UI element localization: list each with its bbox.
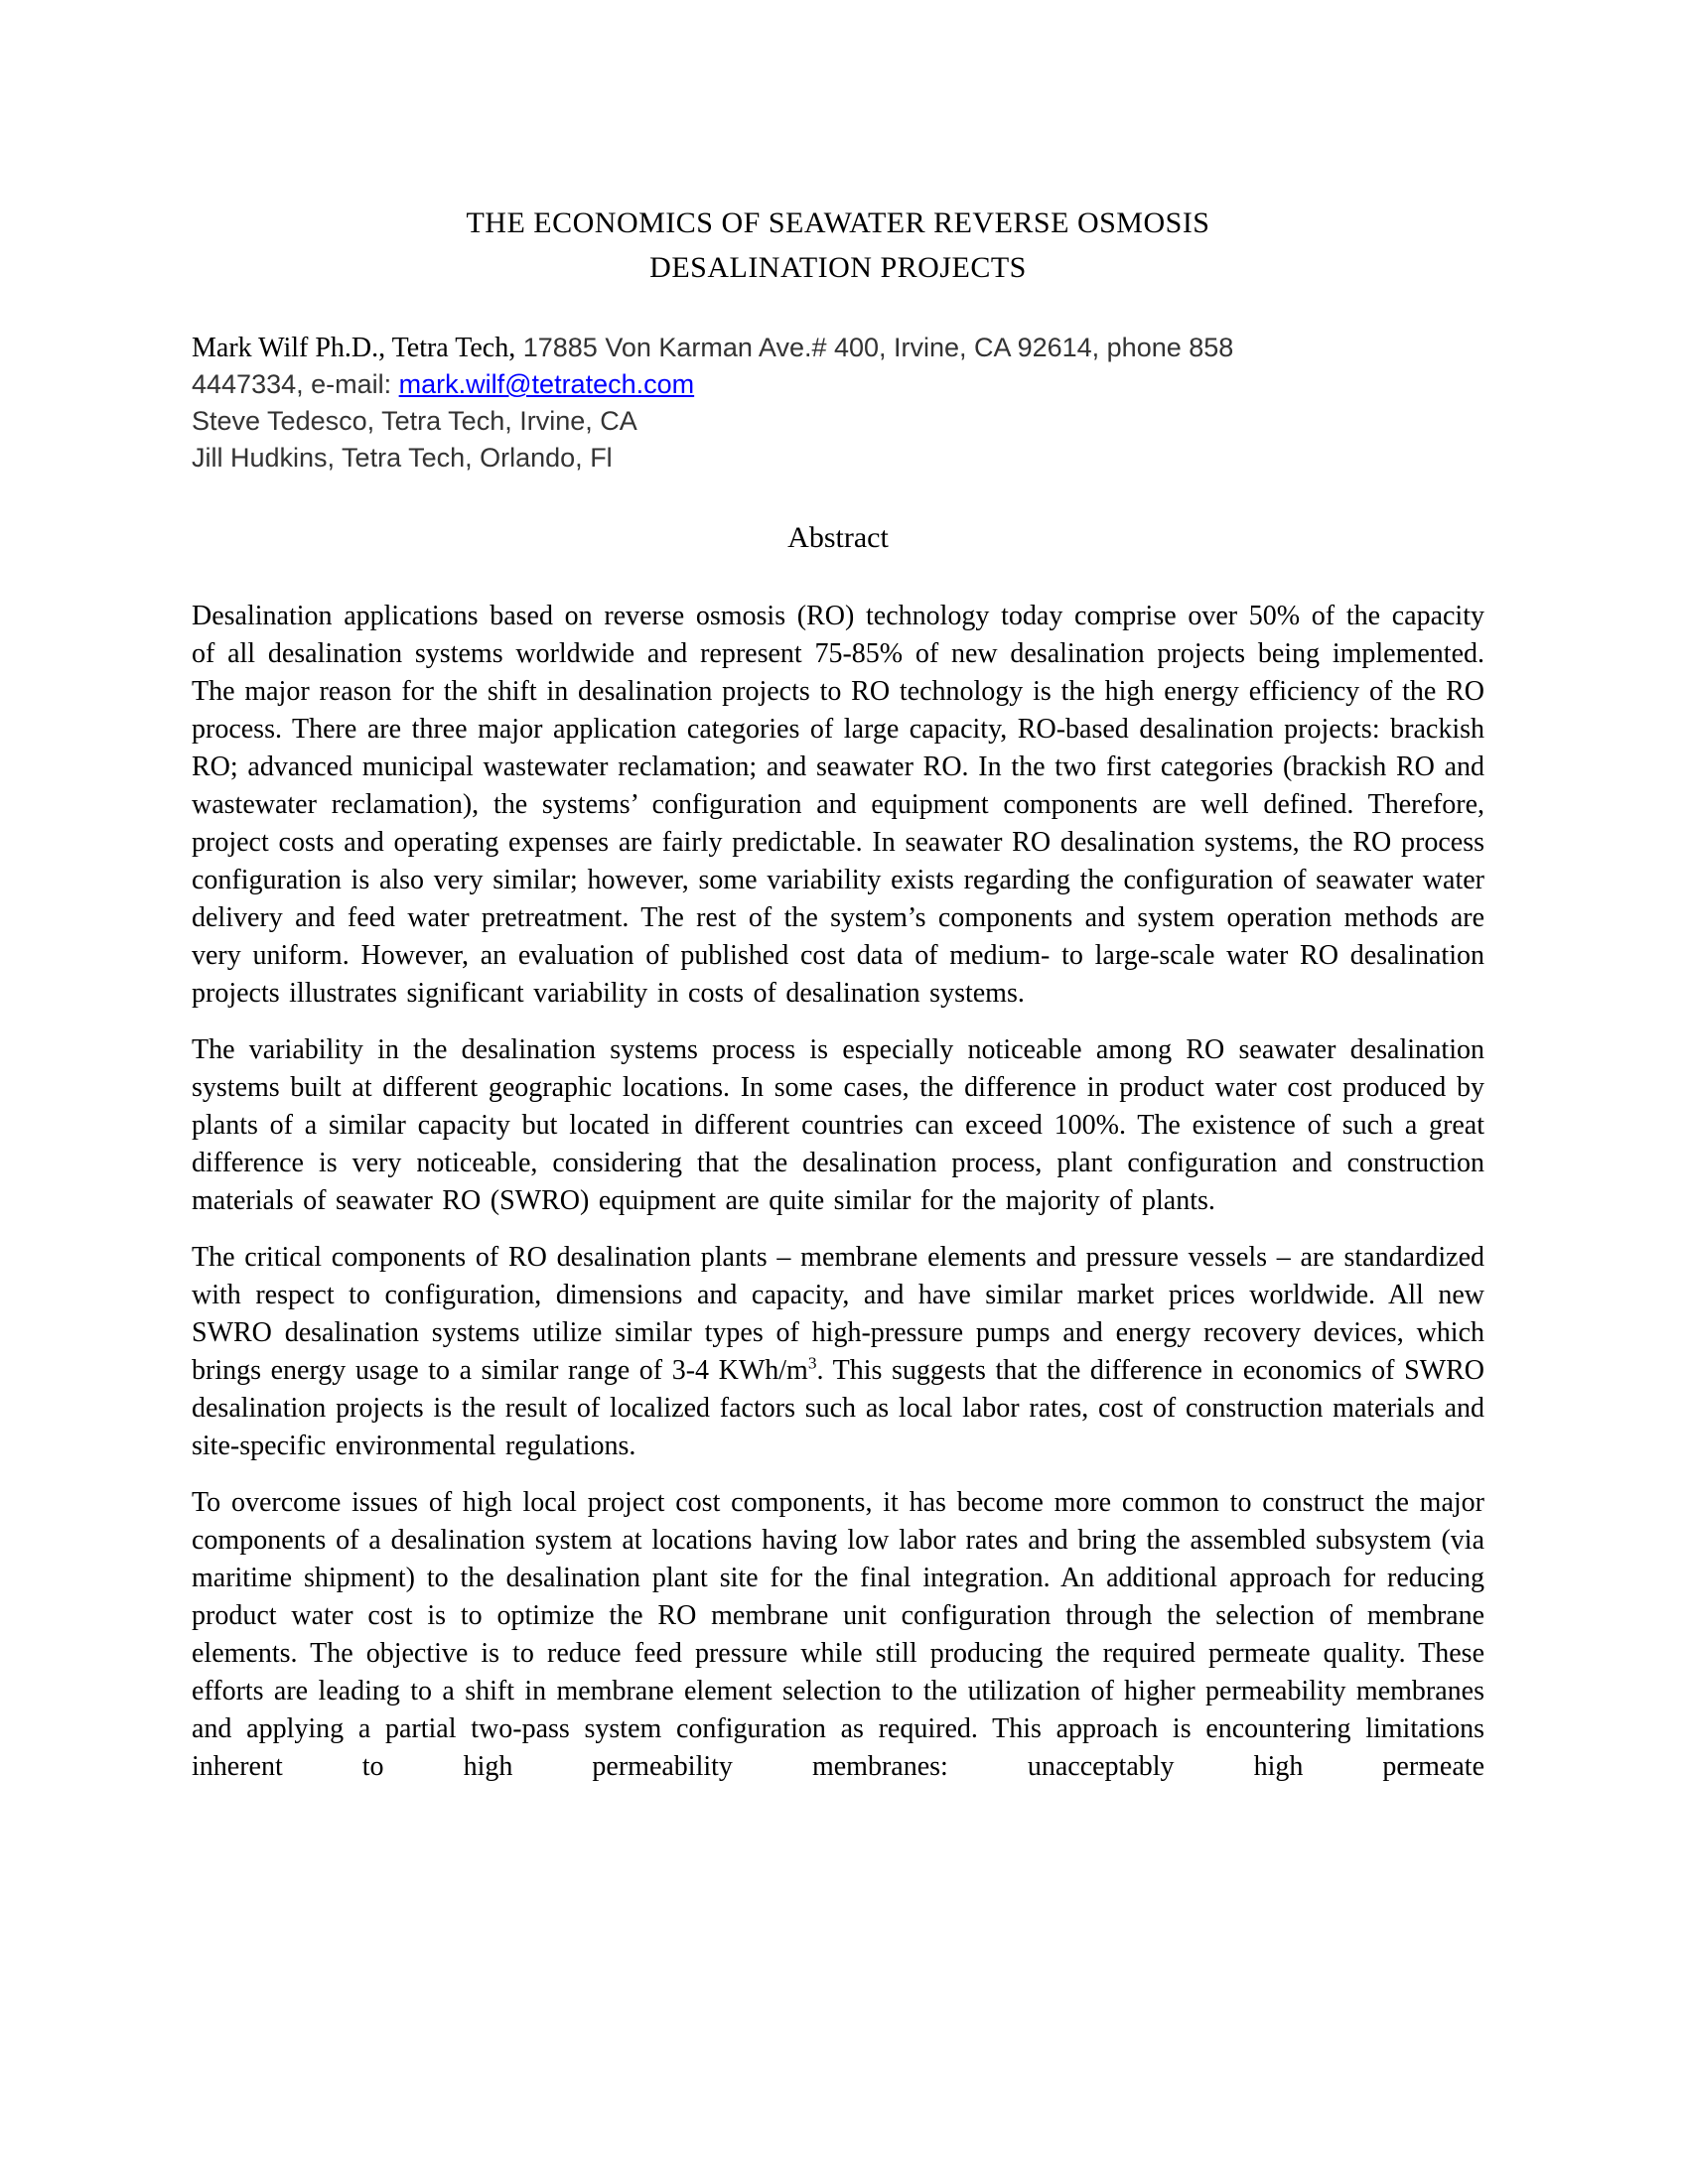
abstract-paragraph-4: To overcome issues of high local project cost components, it has become more common to construct the major components of a desalination system at locations having low labor rates and bring the assembled subsystem (via maritime shipment) to the desalination plant site for the final integration. An additional approach for reducing product water cost is to optimize the RO membrane unit configuration through the selection of membrane elements. The objective is to reduce feed pressure while still producing the required permeate quality. These efforts are leading to a shift in membrane element selection to the utilization of higher permeability membranes and applying a partial two-pass system configuration as required. This approach is encountering limitations inherent to high permeability membranes: unacceptably high permeate (192, 1487, 1484, 1782)
abstract-paragraph-3 (192, 1239, 1484, 1465)
paper-title-line2: DESALINATION PROJECTS (649, 251, 1027, 284)
abstract-heading: Abstract (787, 521, 889, 554)
author-line-1 (192, 330, 1484, 366)
paper-title (192, 201, 1484, 290)
author-block (192, 330, 1484, 477)
email-link[interactable]: mark.wilf@tetratech.com (398, 369, 695, 399)
author-line-2 (192, 366, 1484, 403)
author1-email-prefix: 4447334, e-mail: (192, 369, 399, 399)
abstract-paragraph-3-text-continued: . This suggests that the difference in economics of SWRO desalination projects is the result of localized factors such as local labor rates, cost of construction materials and site-specific environmental regulations. (192, 1355, 1484, 1461)
author1-address: 17885 Von Karman Ave.# 400, Irvine, CA 92614, phone 858 (515, 333, 1234, 362)
superscript-cubed: 3 (807, 1353, 817, 1373)
author-line-3: Steve Tedesco, Tetra Tech, Irvine, CA (192, 406, 637, 436)
abstract-paragraph-2: The variability in the desalination systems process is especially noticeable among RO seawater desalination systems built at different geographic locations. In some cases, the difference in product water cost produced by plants of a similar capacity but located in different countries can exceed 100%. The existence of such a great difference is very noticeable, considering that the desalination process, plant configuration and construction materials of seawater RO (SWRO) equipment are quite similar for the majority of plants. (192, 1034, 1484, 1216)
abstract-paragraph-1: Desalination applications based on reverse osmosis (RO) technology today comprise over 50% of the capacity of all desalination systems worldwide and represent 75-85% of new desalination projects being implemented. The major reason for the shift in desalination projects to RO technology is the high energy efficiency of the RO process. There are three major application categories of large capacity, RO-based desalination projects: brackish RO; advanced municipal wastewater reclamation; and seawater RO. In the two first categories (brackish RO and wastewater reclamation), the systems’ configuration and equipment components are well defined. Therefore, project costs and operating expenses are fairly predictable. In seawater RO desalination systems, the RO process configuration is also very similar; however, some variability exists regarding the configuration of seawater water delivery and feed water pretreatment. The rest of the system’s components and system operation methods are very uniform. However, an evaluation of published cost data of medium- to large-scale water RO desalination projects illustrates significant variability in costs of desalination systems. (192, 601, 1484, 1009)
author-line-4: Jill Hudkins, Tetra Tech, Orlando, Fl (192, 443, 613, 473)
author1-name: Mark Wilf Ph.D., Tetra Tech, (192, 333, 516, 363)
paper-title-line1: THE ECONOMICS OF SEAWATER REVERSE OSMOSIS (466, 206, 1210, 239)
abstract-paragraph-3-text: The critical components of RO desalination plants – membrane elements and pressure vessels – are standardized with respect to configuration, dimensions and capacity, and have similar market prices worldwide. All new SWRO desalination systems utilize similar types of high-pressure pumps and energy recovery devices, which brings energy usage to a similar range of 3-4 KWh/m (192, 1242, 1484, 1386)
